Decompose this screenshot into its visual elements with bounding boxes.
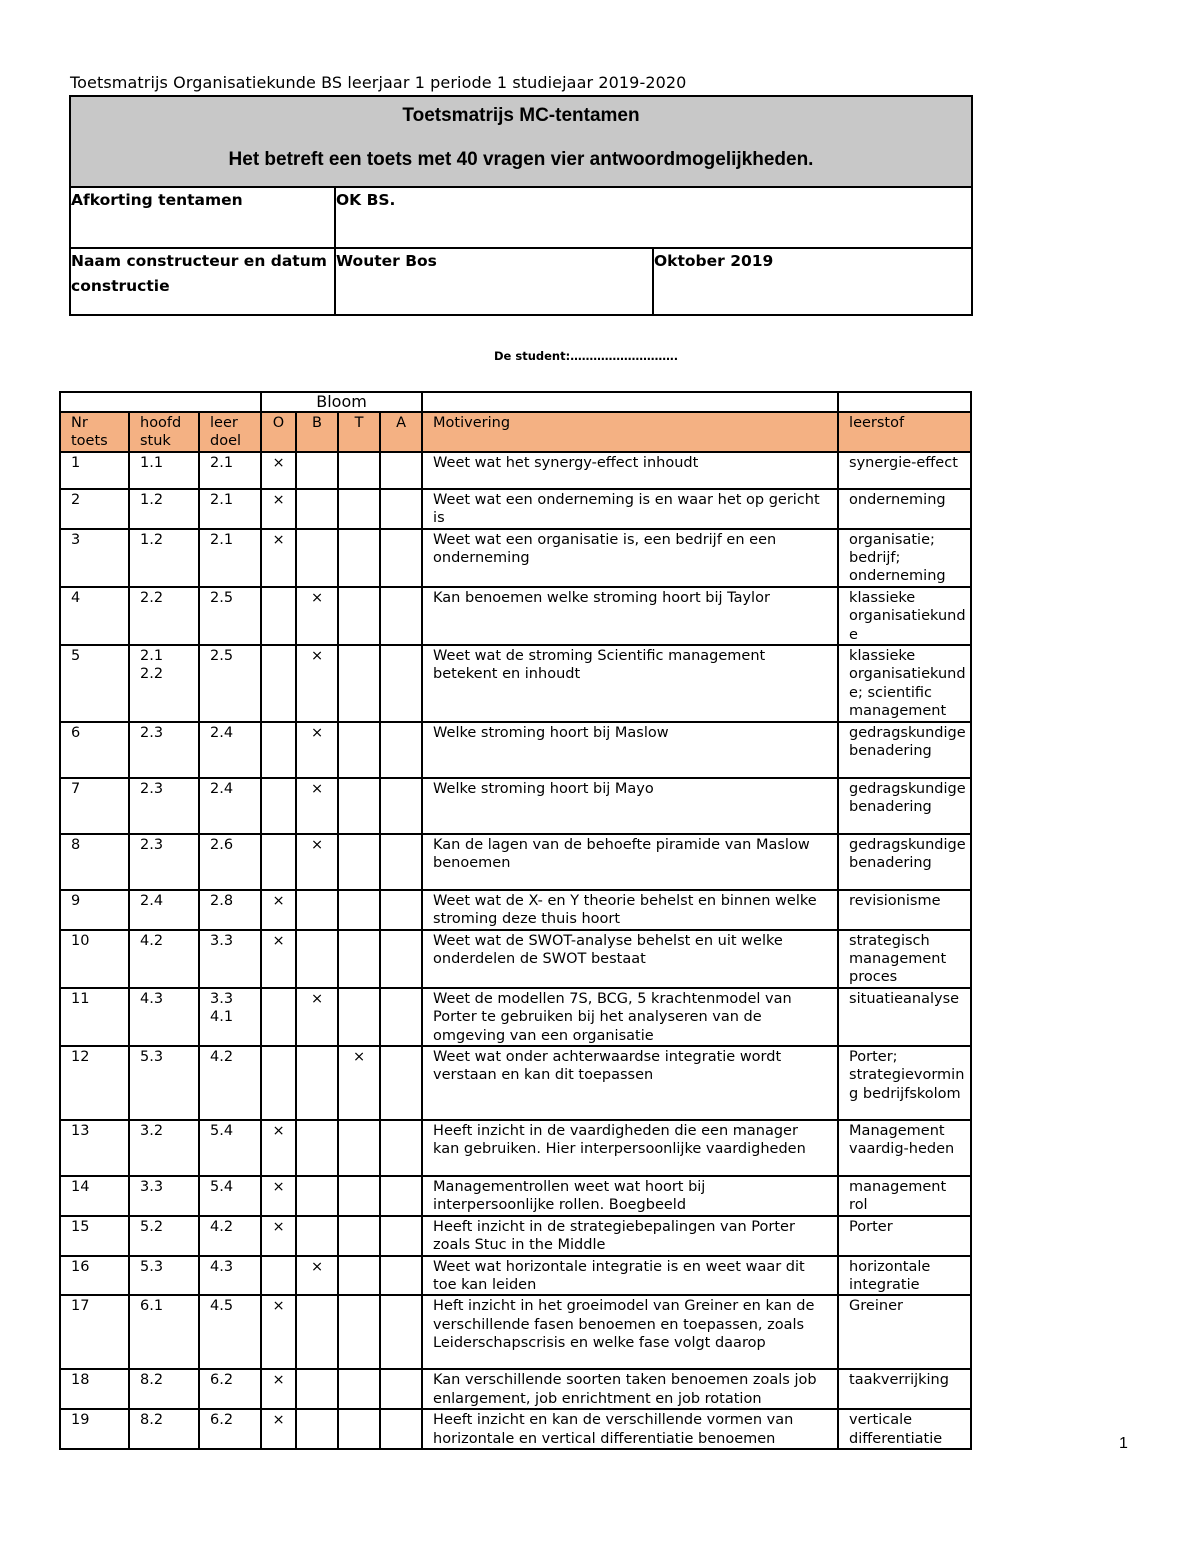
cell-nr: 3 xyxy=(60,529,129,587)
cell-t xyxy=(338,1369,380,1409)
cell-o: × xyxy=(261,930,296,988)
bloom-label: Bloom xyxy=(261,392,422,412)
col-header-leerdoel: leer doel xyxy=(199,412,261,452)
cell-nr: 13 xyxy=(60,1120,129,1176)
cell-leerstof: gedragskundige benadering xyxy=(838,722,971,778)
construction-date: Oktober 2019 xyxy=(653,248,972,315)
cell-nr: 15 xyxy=(60,1216,129,1256)
cell-t xyxy=(338,890,380,930)
cell-leerdoel: 6.2 xyxy=(199,1409,261,1449)
cell-hoofdstuk: 2.4 xyxy=(129,890,199,930)
cell-nr: 7 xyxy=(60,778,129,834)
cell-o: × xyxy=(261,529,296,587)
column-header-row xyxy=(60,412,971,452)
cell-b xyxy=(296,1176,338,1216)
cell-hoofdstuk: 5.2 xyxy=(129,1216,199,1256)
cell-o xyxy=(261,778,296,834)
cell-b xyxy=(296,1369,338,1409)
cell-t xyxy=(338,778,380,834)
cell-nr: 9 xyxy=(60,890,129,930)
cell-motivering: Heft inzicht in het groeimodel van Greiner en kan de verschillende fasen benoemen en toepassen, zoals Leiderschapscrisis en welke fase volgt daarop xyxy=(422,1295,838,1369)
cell-nr: 8 xyxy=(60,834,129,890)
cell-hoofdstuk: 8.2 xyxy=(129,1369,199,1409)
matrix-row xyxy=(60,1120,971,1176)
cell-leerdoel: 2.1 xyxy=(199,489,261,529)
cell-nr: 4 xyxy=(60,587,129,645)
student-line: De student:………………………. xyxy=(494,349,679,363)
cell-a xyxy=(380,1256,422,1296)
col-header-b: B xyxy=(296,412,338,452)
cell-a xyxy=(380,1176,422,1216)
cell-motivering: Weet wat het synergy-effect inhoudt xyxy=(422,452,838,489)
cell-leerdoel: 3.3 4.1 xyxy=(199,988,261,1046)
cell-a xyxy=(380,1120,422,1176)
matrix-row xyxy=(60,890,971,930)
cell-b: × xyxy=(296,645,338,722)
cell-b: × xyxy=(296,778,338,834)
cell-leerstof: klassieke organisatiekunde xyxy=(838,587,971,645)
cell-a xyxy=(380,890,422,930)
cell-b xyxy=(296,1216,338,1256)
cell-leerstof: verticale differentiatie xyxy=(838,1409,971,1449)
cell-b: × xyxy=(296,988,338,1046)
page-number: 1 xyxy=(1119,1435,1128,1452)
cell-o: × xyxy=(261,1120,296,1176)
cell-o: × xyxy=(261,489,296,529)
cell-t xyxy=(338,988,380,1046)
matrix-row xyxy=(60,930,971,988)
cell-motivering: Weet wat een organisatie is, een bedrijf en een onderneming xyxy=(422,529,838,587)
cell-nr: 1 xyxy=(60,452,129,489)
cell-a xyxy=(380,930,422,988)
cell-hoofdstuk: 1.2 xyxy=(129,489,199,529)
cell-leerdoel: 2.4 xyxy=(199,722,261,778)
cell-b xyxy=(296,529,338,587)
col-header-a: A xyxy=(380,412,422,452)
cell-hoofdstuk: 5.3 xyxy=(129,1256,199,1296)
cell-a xyxy=(380,529,422,587)
cell-hoofdstuk: 8.2 xyxy=(129,1409,199,1449)
cell-leerstof: synergie-effect xyxy=(838,452,971,489)
cell-t xyxy=(338,587,380,645)
cell-a xyxy=(380,489,422,529)
cell-t xyxy=(338,645,380,722)
cell-b xyxy=(296,890,338,930)
cell-nr: 18 xyxy=(60,1369,129,1409)
matrix-row xyxy=(60,1256,971,1296)
cell-leerstof: Management vaardig-heden xyxy=(838,1120,971,1176)
cell-leerdoel: 2.6 xyxy=(199,834,261,890)
cell-leerstof: Greiner xyxy=(838,1295,971,1369)
abbreviation-value: OK BS. xyxy=(335,187,972,248)
cell-leerdoel: 4.3 xyxy=(199,1256,261,1296)
cell-t xyxy=(338,1256,380,1296)
matrix-row xyxy=(60,1046,971,1120)
cell-hoofdstuk: 4.3 xyxy=(129,988,199,1046)
cell-leerdoel: 4.2 xyxy=(199,1046,261,1120)
cell-o: × xyxy=(261,1409,296,1449)
cell-hoofdstuk: 2.3 xyxy=(129,778,199,834)
cell-a xyxy=(380,722,422,778)
cell-motivering: Kan benoemen welke stroming hoort bij Taylor xyxy=(422,587,838,645)
cell-leerstof: revisionisme xyxy=(838,890,971,930)
cell-o: × xyxy=(261,1216,296,1256)
cell-hoofdstuk: 1.2 xyxy=(129,529,199,587)
cell-motivering: Weet wat een onderneming is en waar het op gericht is xyxy=(422,489,838,529)
cell-nr: 10 xyxy=(60,930,129,988)
col-header-o: O xyxy=(261,412,296,452)
cell-nr: 16 xyxy=(60,1256,129,1296)
cell-leerdoel: 2.1 xyxy=(199,529,261,587)
cell-motivering: Welke stroming hoort bij Maslow xyxy=(422,722,838,778)
cell-leerdoel: 5.4 xyxy=(199,1120,261,1176)
bloom-spacer-left xyxy=(60,392,261,412)
col-header-t: T xyxy=(338,412,380,452)
cell-b: × xyxy=(296,834,338,890)
cell-b: × xyxy=(296,722,338,778)
matrix-row xyxy=(60,645,971,722)
cell-t xyxy=(338,930,380,988)
bloom-header-row xyxy=(60,392,971,412)
cell-hoofdstuk: 4.2 xyxy=(129,930,199,988)
cell-motivering: Welke stroming hoort bij Mayo xyxy=(422,778,838,834)
cell-leerstof: gedragskundige benadering xyxy=(838,778,971,834)
matrix-row xyxy=(60,452,971,489)
cell-leerstof: strategisch management proces xyxy=(838,930,971,988)
cell-o xyxy=(261,834,296,890)
exam-info-table xyxy=(69,95,973,316)
cell-t xyxy=(338,529,380,587)
cell-o xyxy=(261,645,296,722)
cell-hoofdstuk: 3.2 xyxy=(129,1120,199,1176)
cell-t xyxy=(338,1216,380,1256)
cell-leerstof: onderneming xyxy=(838,489,971,529)
cell-b xyxy=(296,489,338,529)
document-title: Toetsmatrijs Organisatiekunde BS leerjaar 1 periode 1 studiejaar 2019-2020 xyxy=(70,73,687,92)
cell-motivering: Heeft inzicht en kan de verschillende vormen van horizontale en vertical differentiatie benoemen xyxy=(422,1409,838,1449)
exam-heading: Toetsmatrijs MC-tentamen xyxy=(402,105,640,126)
matrix-row xyxy=(60,587,971,645)
cell-t: × xyxy=(338,1046,380,1120)
cell-o xyxy=(261,1046,296,1120)
cell-t xyxy=(338,834,380,890)
cell-leerstof: horizontale integratie xyxy=(838,1256,971,1296)
cell-motivering: Heeft inzicht in de strategiebepalingen van Porter zoals Stuc in the Middle xyxy=(422,1216,838,1256)
cell-nr: 5 xyxy=(60,645,129,722)
cell-leerstof: Porter xyxy=(838,1216,971,1256)
matrix-row xyxy=(60,1369,971,1409)
test-matrix-table xyxy=(59,391,972,1450)
cell-nr: 19 xyxy=(60,1409,129,1449)
cell-o: × xyxy=(261,1176,296,1216)
cell-o xyxy=(261,988,296,1046)
cell-motivering: Kan verschillende soorten taken benoemen zoals job enlargement, job enrichtment en job rotation xyxy=(422,1369,838,1409)
cell-motivering: Managementrollen weet wat hoort bij interpersoonlijke rollen. Boegbeeld xyxy=(422,1176,838,1216)
cell-hoofdstuk: 2.2 xyxy=(129,587,199,645)
cell-hoofdstuk: 2.1 2.2 xyxy=(129,645,199,722)
cell-leerstof: management rol xyxy=(838,1176,971,1216)
cell-nr: 12 xyxy=(60,1046,129,1120)
cell-motivering: Kan de lagen van de behoefte piramide van Maslow benoemen xyxy=(422,834,838,890)
bloom-spacer-motivering xyxy=(422,392,838,412)
cell-o: × xyxy=(261,452,296,489)
cell-hoofdstuk: 3.3 xyxy=(129,1176,199,1216)
cell-motivering: Heeft inzicht in de vaardigheden die een manager kan gebruiken. Hier interpersoonlijke vaardigheden xyxy=(422,1120,838,1176)
col-header-motivering: Motivering xyxy=(422,412,838,452)
matrix-row xyxy=(60,722,971,778)
cell-o: × xyxy=(261,1295,296,1369)
cell-leerdoel: 2.5 xyxy=(199,587,261,645)
cell-leerdoel: 5.4 xyxy=(199,1176,261,1216)
cell-b: × xyxy=(296,1256,338,1296)
cell-a xyxy=(380,834,422,890)
cell-a xyxy=(380,1216,422,1256)
cell-nr: 2 xyxy=(60,489,129,529)
cell-a xyxy=(380,1409,422,1449)
exam-subheading: Het betreft een toets met 40 vragen vier antwoordmogelijkheden. xyxy=(228,149,814,170)
cell-o xyxy=(261,722,296,778)
cell-t xyxy=(338,722,380,778)
cell-b xyxy=(296,452,338,489)
cell-motivering: Weet wat onder achterwaardse integratie wordt verstaan en kan dit toepassen xyxy=(422,1046,838,1120)
cell-leerstof: gedragskundige benadering xyxy=(838,834,971,890)
constructor-name: Wouter Bos xyxy=(335,248,653,315)
cell-a xyxy=(380,1369,422,1409)
col-header-hoofdstuk: hoofd stuk xyxy=(129,412,199,452)
cell-nr: 17 xyxy=(60,1295,129,1369)
cell-hoofdstuk: 1.1 xyxy=(129,452,199,489)
cell-a xyxy=(380,1295,422,1369)
cell-leerdoel: 2.8 xyxy=(199,890,261,930)
matrix-row xyxy=(60,529,971,587)
cell-nr: 6 xyxy=(60,722,129,778)
cell-motivering: Weet wat de SWOT-analyse behelst en uit welke onderdelen de SWOT bestaat xyxy=(422,930,838,988)
cell-b: × xyxy=(296,587,338,645)
cell-motivering: Weet de modellen 7S, BCG, 5 krachtenmodel van Porter te gebruiken bij het analyseren van de omgeving van een organisatie xyxy=(422,988,838,1046)
cell-t xyxy=(338,1409,380,1449)
cell-leerdoel: 2.5 xyxy=(199,645,261,722)
cell-leerstof: situatieanalyse xyxy=(838,988,971,1046)
cell-leerdoel: 6.2 xyxy=(199,1369,261,1409)
cell-t xyxy=(338,1295,380,1369)
constructor-label: Naam constructeur en datum constructie xyxy=(70,248,335,315)
matrix-row xyxy=(60,778,971,834)
matrix-row xyxy=(60,1409,971,1449)
cell-b xyxy=(296,930,338,988)
matrix-row xyxy=(60,489,971,529)
cell-a xyxy=(380,988,422,1046)
cell-leerdoel: 2.4 xyxy=(199,778,261,834)
matrix-row xyxy=(60,1216,971,1256)
exam-heading-cell xyxy=(70,96,972,187)
matrix-row xyxy=(60,988,971,1046)
abbreviation-label: Afkorting tentamen xyxy=(70,187,335,248)
cell-b xyxy=(296,1120,338,1176)
cell-o xyxy=(261,1256,296,1296)
bloom-spacer-leerstof xyxy=(838,392,971,412)
cell-t xyxy=(338,489,380,529)
cell-t xyxy=(338,1176,380,1216)
col-header-nr: Nr toets xyxy=(60,412,129,452)
cell-leerdoel: 3.3 xyxy=(199,930,261,988)
cell-hoofdstuk: 6.1 xyxy=(129,1295,199,1369)
cell-a xyxy=(380,587,422,645)
matrix-row xyxy=(60,1176,971,1216)
cell-motivering: Weet wat horizontale integratie is en weet waar dit toe kan leiden xyxy=(422,1256,838,1296)
cell-o: × xyxy=(261,890,296,930)
cell-hoofdstuk: 2.3 xyxy=(129,722,199,778)
cell-leerstof: klassieke organisatiekunde; scientific management xyxy=(838,645,971,722)
cell-a xyxy=(380,1046,422,1120)
cell-t xyxy=(338,452,380,489)
cell-leerstof: organisatie; bedrijf; onderneming xyxy=(838,529,971,587)
matrix-row xyxy=(60,834,971,890)
cell-leerdoel: 4.5 xyxy=(199,1295,261,1369)
cell-hoofdstuk: 2.3 xyxy=(129,834,199,890)
cell-nr: 14 xyxy=(60,1176,129,1216)
cell-a xyxy=(380,778,422,834)
cell-leerdoel: 4.2 xyxy=(199,1216,261,1256)
cell-leerstof: Porter; strategievorming bedrijfskolom xyxy=(838,1046,971,1120)
cell-leerdoel: 2.1 xyxy=(199,452,261,489)
cell-a xyxy=(380,645,422,722)
cell-b xyxy=(296,1046,338,1120)
cell-o xyxy=(261,587,296,645)
cell-hoofdstuk: 5.3 xyxy=(129,1046,199,1120)
cell-b xyxy=(296,1295,338,1369)
cell-b xyxy=(296,1409,338,1449)
cell-leerstof: taakverrijking xyxy=(838,1369,971,1409)
cell-motivering: Weet wat de stroming Scientific management betekent en inhoudt xyxy=(422,645,838,722)
cell-nr: 11 xyxy=(60,988,129,1046)
cell-t xyxy=(338,1120,380,1176)
cell-motivering: Weet wat de X- en Y theorie behelst en binnen welke stroming deze thuis hoort xyxy=(422,890,838,930)
cell-o: × xyxy=(261,1369,296,1409)
cell-a xyxy=(380,452,422,489)
matrix-row xyxy=(60,1295,971,1369)
col-header-leerstof: leerstof xyxy=(838,412,971,452)
